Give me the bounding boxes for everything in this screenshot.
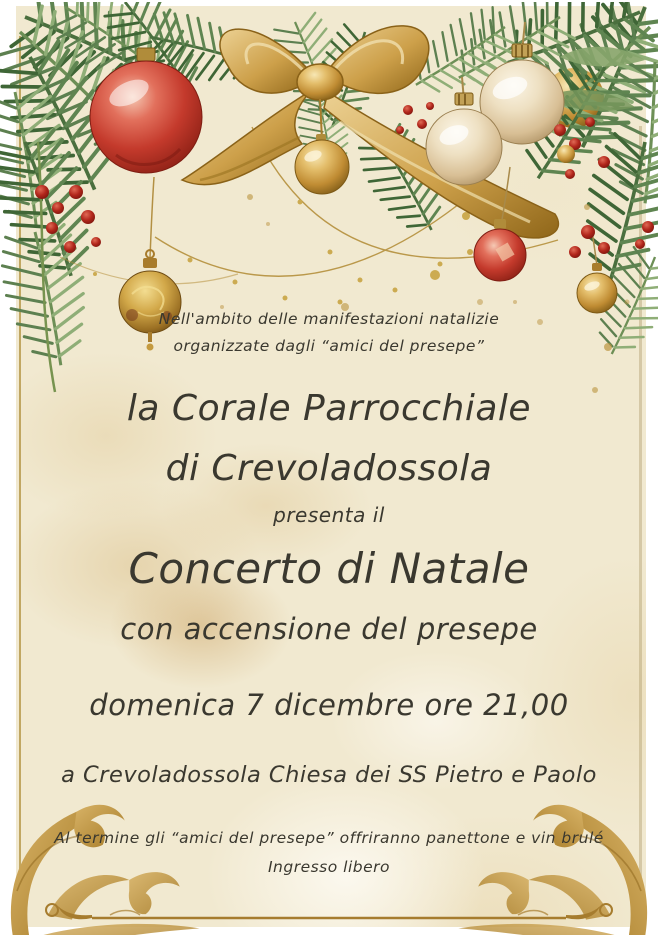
event-location: a Crevoladossola Chiesa dei SS Pietro e Paolo bbox=[61, 762, 597, 788]
intro-line-2: organizzate dagli “amici del presepe” bbox=[173, 337, 485, 355]
footer-text bbox=[0, 824, 658, 882]
footer-line-2: Ingresso libero bbox=[267, 858, 391, 876]
event-title: Concerto di Natale bbox=[128, 544, 530, 593]
organizer-name-line-2: di Crevoladossola bbox=[165, 448, 493, 489]
event-datetime: domenica 7 dicembre ore 21,00 bbox=[89, 688, 569, 722]
event-subtitle: con accensione del presepe bbox=[120, 612, 538, 646]
bottom-rule-icon bbox=[46, 904, 612, 919]
intro-text bbox=[0, 306, 658, 360]
presents-text: presenta il bbox=[273, 503, 385, 527]
footer-line-1: Al termine gli “amici del presepe” offriranno panettone e vin brulé bbox=[54, 829, 604, 847]
intro-line-1: Nell'ambito delle manifestazioni natalizie bbox=[158, 310, 500, 328]
organizer-name-line-1: la Corale Parrocchiale bbox=[126, 388, 532, 429]
